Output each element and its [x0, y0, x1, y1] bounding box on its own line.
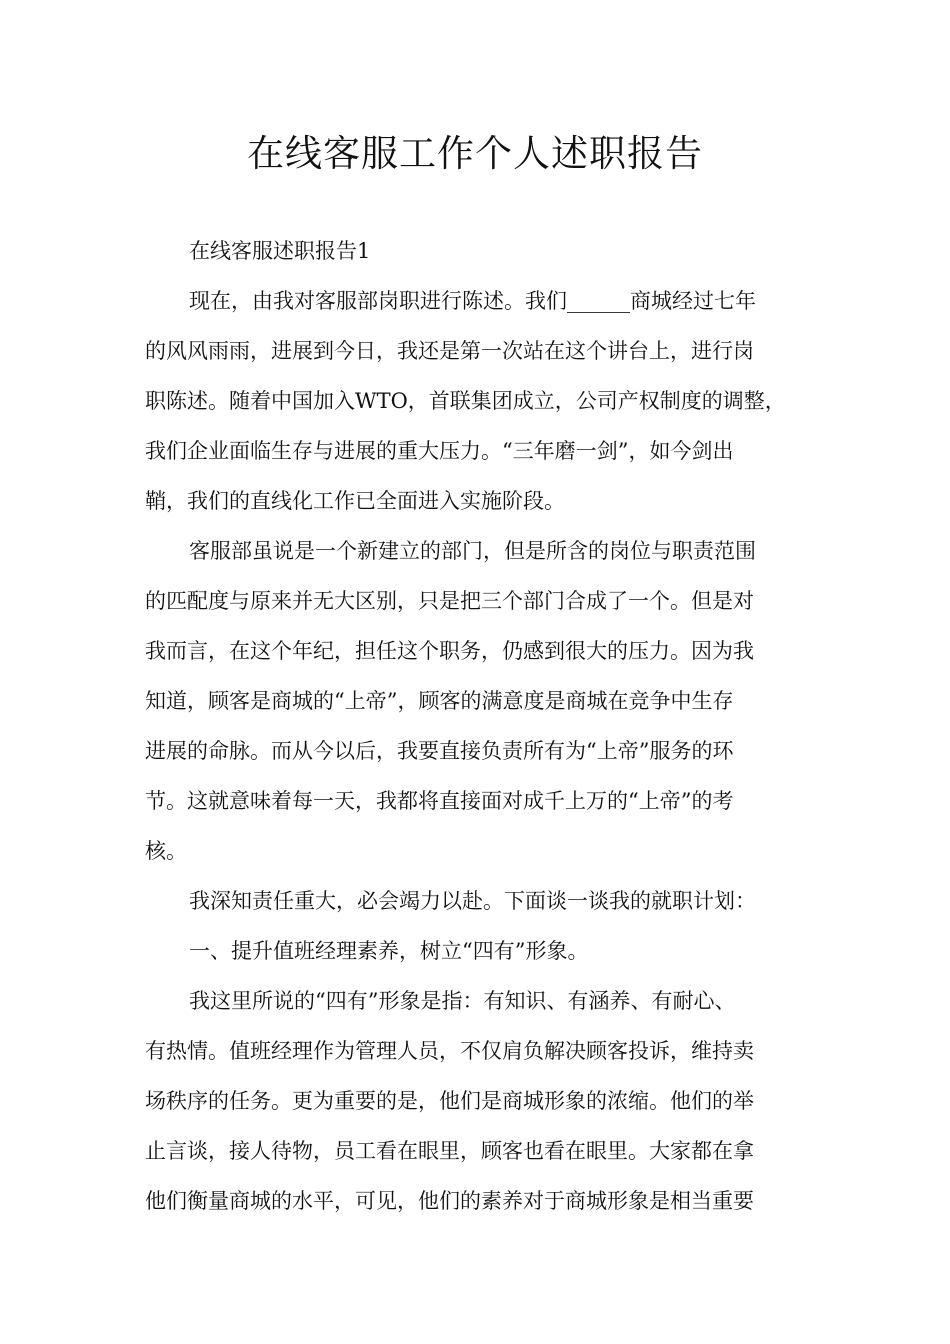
paragraph-line: 现在，由我对客服部岗职进行陈述。我们______商城经过七年 — [189, 289, 756, 313]
paragraph-3 — [145, 876, 807, 926]
paragraph-line: 节。这就意味着每一天，我都将直接面对成千上万的“上帝”的考 — [145, 789, 734, 813]
paragraph-line: 鞘，我们的直线化工作已全面进入实施阶段。 — [145, 489, 565, 513]
document-title: 在线客服工作个人述职报告 — [247, 132, 703, 175]
paragraph-line: 有热情。值班经理作为管理人员，不仅肩负解决顾客投诉，维持卖 — [145, 1039, 754, 1063]
paragraph-line: 他们衡量商城的水平，可见，他们的素养对于商城形象是相当重要 — [145, 1189, 754, 1213]
paragraph-line: 进展的命脉。而从今以后，我要直接负责所有为“上帝”服务的环 — [145, 739, 734, 763]
paragraph-line: 的风风雨雨，进展到今日，我还是第一次站在这个讲台上，进行岗 — [145, 339, 754, 363]
paragraph-line: 场秩序的任务。更为重要的是，他们是商城形象的浓缩。他们的举 — [145, 1089, 754, 1113]
document-body — [145, 226, 807, 1226]
section-heading-1 — [145, 926, 807, 976]
heading-line: 一、提升值班经理素养，树立“四有”形象。 — [189, 939, 589, 963]
paragraph-line: 我们企业面临生存与进展的重大压力。“三年磨一剑”，如今剑出 — [145, 439, 734, 463]
paragraph-line: 我而言，在这个年纪，担任这个职务，仍感到很大的压力。因为我 — [145, 639, 754, 663]
section-subheading: 在线客服述职报告1 — [189, 239, 371, 263]
paragraph-line: 客服部虽说是一个新建立的部门，但是所含的岗位与职责范围 — [189, 539, 756, 563]
paragraph-line: 的匹配度与原来并无大区别，只是把三个部门合成了一个。但是对 — [145, 589, 754, 613]
paragraph-line: 核。 — [145, 839, 187, 863]
paragraph-2 — [145, 526, 807, 876]
paragraph-line: 止言谈，接人待物，员工看在眼里，顾客也看在眼里。大家都在拿 — [145, 1139, 754, 1163]
paragraph-line: 我这里所说的“四有”形象是指：有知识、有涵养、有耐心、 — [189, 989, 736, 1013]
paragraph-4 — [145, 976, 807, 1226]
paragraph-line: 我深知责任重大，必会竭力以赴。下面谈一谈我的就职计划： — [189, 889, 756, 913]
paragraph-line: 知道，顾客是商城的“上帝”，顾客的满意度是商城在竞争中生存 — [145, 689, 734, 713]
paragraph-1 — [145, 276, 807, 526]
paragraph-line: 职陈述。随着中国加入WTO，首联集团成立，公司产权制度的调整， — [145, 389, 786, 413]
